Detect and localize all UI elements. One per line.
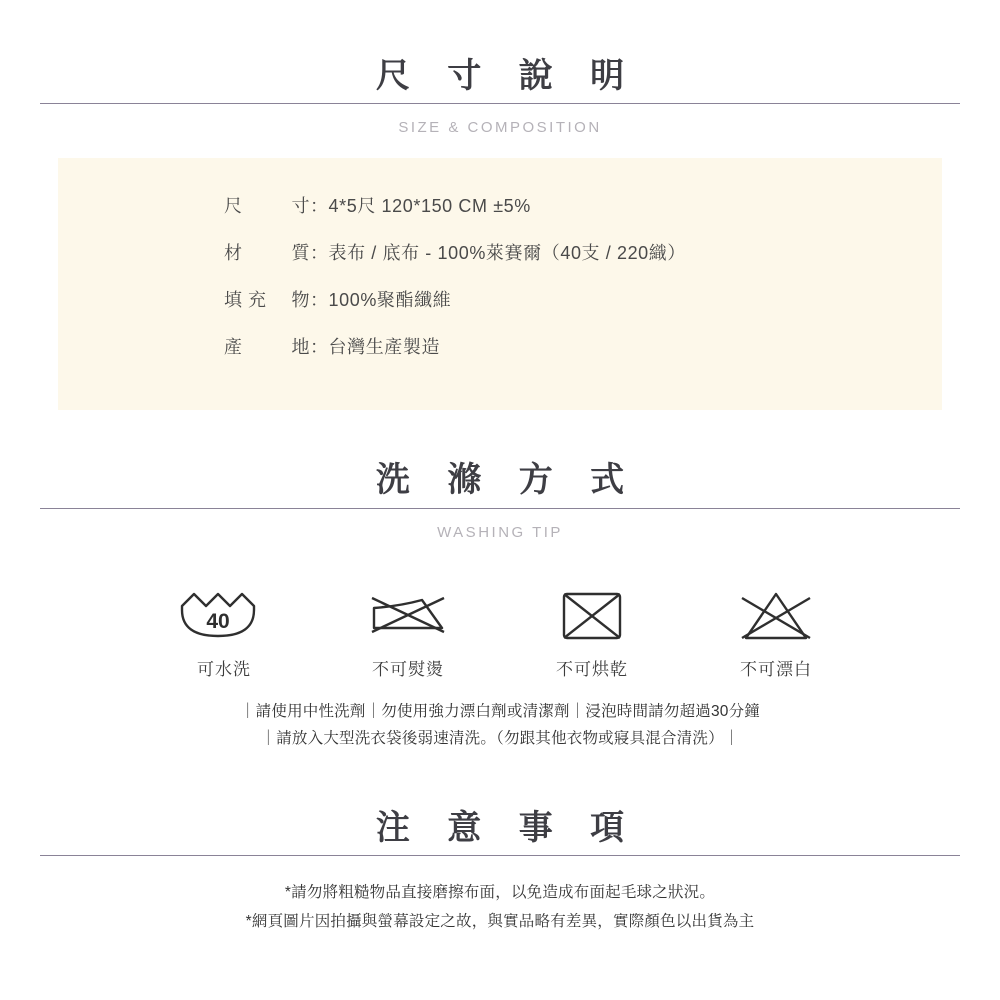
care-symbol-caption: 可水洗	[197, 659, 251, 679]
washing-notes	[0, 698, 1000, 752]
spec-colon: ：	[310, 196, 329, 217]
washtub-40-icon	[158, 585, 290, 647]
washing-note-line: ｜請放入大型洗衣袋後弱速清洗。（勿跟其他衣物或寢具混合清洗）｜	[260, 729, 740, 747]
spec-row	[58, 192, 942, 218]
spec-label	[224, 286, 310, 312]
spec-value: 100%聚酯纖維	[328, 290, 452, 311]
size-section-title: 尺 寸 說 明	[375, 57, 639, 95]
spec-value: 4*5尺 120*150 CM ±5%	[328, 196, 531, 217]
care-symbol-no-bleach	[710, 585, 842, 680]
care-symbol-no-iron	[342, 585, 474, 680]
notice-line: *網頁圖片因拍攝與螢幕設定之故，與實品略有差異，實際顏色以出貨為主	[245, 913, 755, 931]
divider-line	[40, 855, 960, 856]
washing-section-header	[0, 462, 1000, 540]
spec-label-part-a: 產	[224, 337, 243, 358]
no-tumble-dry-icon	[526, 585, 658, 647]
size-section-header	[0, 58, 1000, 136]
spec-value: 台灣生產製造	[328, 337, 441, 358]
spec-label-part-b: 寸	[291, 196, 310, 217]
spec-colon: ：	[310, 337, 329, 358]
care-symbol-caption: 不可熨燙	[372, 659, 444, 679]
no-iron-icon	[342, 585, 474, 647]
size-title-divider	[40, 103, 960, 105]
spec-label-part-a: 尺	[224, 196, 243, 217]
care-symbol-no-tumble-dry	[526, 585, 658, 680]
spec-label-part-b: 質	[291, 243, 310, 264]
spec-row	[58, 286, 942, 312]
spec-row	[58, 239, 942, 265]
spec-label-part-a: 填 充	[224, 290, 267, 311]
divider-line	[40, 103, 960, 104]
no-bleach-icon	[710, 585, 842, 647]
care-symbol-washable	[158, 585, 290, 680]
care-symbol-row	[0, 585, 1000, 680]
size-composition-section	[0, 0, 1000, 410]
care-symbol-caption: 不可烘乾	[556, 659, 628, 679]
spec-table	[58, 158, 942, 410]
notice-text	[0, 879, 1000, 936]
care-symbol-caption: 不可漂白	[740, 659, 812, 679]
notice-line: *請勿將粗糙物品直接磨擦布面，以免造成布面起毛球之狀況。	[284, 884, 716, 902]
spec-label	[224, 239, 310, 265]
washing-section-title: 洗 滌 方 式	[375, 461, 639, 500]
spec-row	[58, 333, 942, 359]
spec-label	[224, 333, 310, 359]
notice-section-title: 注 意 事 項	[375, 809, 639, 848]
spec-label-part-b: 地	[291, 337, 310, 358]
wash-temperature-label: 40	[206, 609, 230, 633]
washing-note-line: ｜請使用中性洗劑｜勿使用強力漂白劑或清潔劑｜浸泡時間請勿超過30分鐘	[239, 702, 761, 720]
spec-colon: ：	[310, 243, 329, 264]
notice-section-header	[0, 810, 1000, 857]
size-section-subtitle: SIZE & COMPOSITION	[398, 119, 602, 137]
spec-colon: ：	[310, 290, 329, 311]
notice-section	[0, 752, 1000, 937]
spec-value: 表布 / 底布 - 100%萊賽爾（40支 / 220織）	[328, 243, 686, 264]
washing-title-divider	[40, 508, 960, 510]
spec-label-part-b: 物	[291, 290, 310, 311]
spec-label	[224, 192, 310, 218]
divider-line	[40, 508, 960, 509]
washing-tip-section	[0, 410, 1000, 752]
washing-section-subtitle: WASHING TIP	[437, 523, 563, 541]
notice-title-divider	[40, 855, 960, 857]
spec-label-part-a: 材	[224, 243, 243, 264]
